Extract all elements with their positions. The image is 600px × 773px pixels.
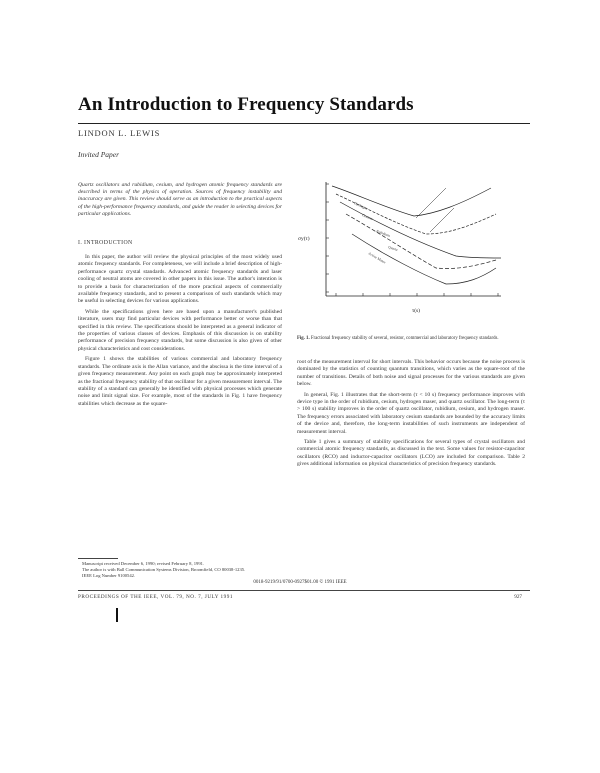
curve-label: Rubidium: [375, 229, 391, 238]
page-number: 927: [514, 594, 522, 600]
x-axis-label: τ(s): [412, 308, 421, 314]
caption-text: Fractional frequency stability of several, resistor, commercial and laboratory frequency standards.: [310, 336, 499, 341]
curve-annotations: [416, 188, 454, 232]
footnotes: [78, 561, 282, 579]
column-right: [297, 359, 525, 472]
paragraph: While the specifications given here are based upon a manufacturer's published literature, users may find particular devices with performance better or worse than that specified in this review. The specifications should be interpreted as a general indicator of the properties of various classes of devices. Emphasis of this discussion is on stability performance of precision frequency standards, but some discussion is also given of other physical characteristics and cost considerations.: [78, 308, 282, 352]
curve-label: Active Maser: [367, 251, 387, 265]
abstract: Quartz oscillators and rubidium, cesium, and hydrogen atomic frequency standards are described in terms of the physics of operation. Sources of frequency instability and inaccuracy are given. This review should serve as an introduction to the practical aspects of the high-performance frequency standards, and guide the reader in selecting devices for particular applications.: [78, 182, 282, 217]
paragraph: In general, Fig. 1 illustrates that the short-term (τ < 10 s) frequency performance improves with device type in the order of rubidium, cesium, hydrogen maser, and quartz oscillator. The long-term (τ > 100 s) stability improves in the order of quartz oscillator, rubidium, cesium, and hydrogen maser. The frequency errors associated with laboratory cesium standards are bounded by the accuracy limits of the device and, therefore, the long-term instabilities of such instruments are independent of measurement interval.: [297, 391, 525, 435]
paragraph: Table 1 gives a summary of stability specifications for several types of crystal oscillators and commercial atomic frequency standards, as discussed in the text. Some values for resistor-capacitor oscillators (RCO) and inductor-capacitor oscillators (LCO) are included for comparison. Table 2 gives additional information on physical characteristics of precision frequency standards.: [297, 439, 525, 468]
paragraph: Figure 1 shows the stabilities of various commercial and laboratory frequency standards. The ordinate axis is the Allan variance, and the abscissa is the time interval of a given frequency measurement. Any point on each graph may be approximately interpreted as the fractional frequency stability of that oscillator for a given measurement interval. The stability of a standard can generally be identified with physical processes which generate noise and limit signal size. For example, most of the standards in Fig. 1 have frequency stabilities which decrease as the square-: [78, 356, 282, 407]
rubidium-curve: [336, 194, 496, 234]
maser-curve: [352, 234, 496, 284]
caption-label: Fig. 1.: [297, 336, 310, 341]
footer-rule: [78, 590, 530, 591]
hydrogen-curve: [346, 214, 496, 269]
curve-label: Hydrogen: [353, 201, 369, 211]
paper-title: An Introduction to Frequency Standards: [78, 94, 414, 115]
stability-figure: [296, 174, 518, 336]
journal-footer: PROCEEDINGS OF THE IEEE, VOL. 79, NO. 7, JULY 1991: [78, 594, 233, 600]
footnote: IEEE Log Number 9100542.: [82, 573, 136, 578]
cesium-curve: [340, 202, 501, 258]
curve-label: Cesium: [361, 213, 374, 222]
y-axis-label: σy(τ): [298, 236, 310, 242]
author-name: LINDON L. LEWIS: [78, 128, 161, 138]
stability-curves: [332, 186, 501, 284]
footnote-rule: [78, 558, 118, 559]
footnote: Manuscript received December 6, 1990; revised February 8, 1991.: [82, 561, 205, 566]
byline: Invited Paper: [78, 150, 120, 159]
column-left: [78, 254, 282, 411]
paragraph: root of the measurement interval for short intervals. This behavior occurs because the noise process is dominated by the statistics of counting quantum transitions, which varies as the square-root of the number of transitions. Details of both noise and signal processes for the various standards are given below.: [297, 359, 525, 388]
copyright-line: 0018-9219/91/0700-0927$01.00 © 1991 IEEE: [253, 580, 347, 585]
curve-label: Quartz: [387, 245, 399, 252]
title-rule: [78, 123, 530, 124]
footnote: The author is with Ball Communication Systems Division, Broomfield, CO 80038-1235.: [82, 567, 246, 572]
scan-mark: [116, 608, 118, 622]
figure-caption: [297, 336, 517, 342]
section-heading: I. INTRODUCTION: [78, 240, 133, 246]
paragraph: In this paper, the author will review the physical principles of the most widely used atomic frequency standards. For completeness, we will include a brief description of high-performance quartz crystal standards. Advanced atomic frequency standards and laser cooling of neutral atoms are covered in other papers in this issue. The author's intention is to provide a basis for characterization of the more practical aspects of commercially available frequency standards, and to present a comparison of such standards which may be useful in selecting devices for various applications.: [78, 254, 282, 305]
